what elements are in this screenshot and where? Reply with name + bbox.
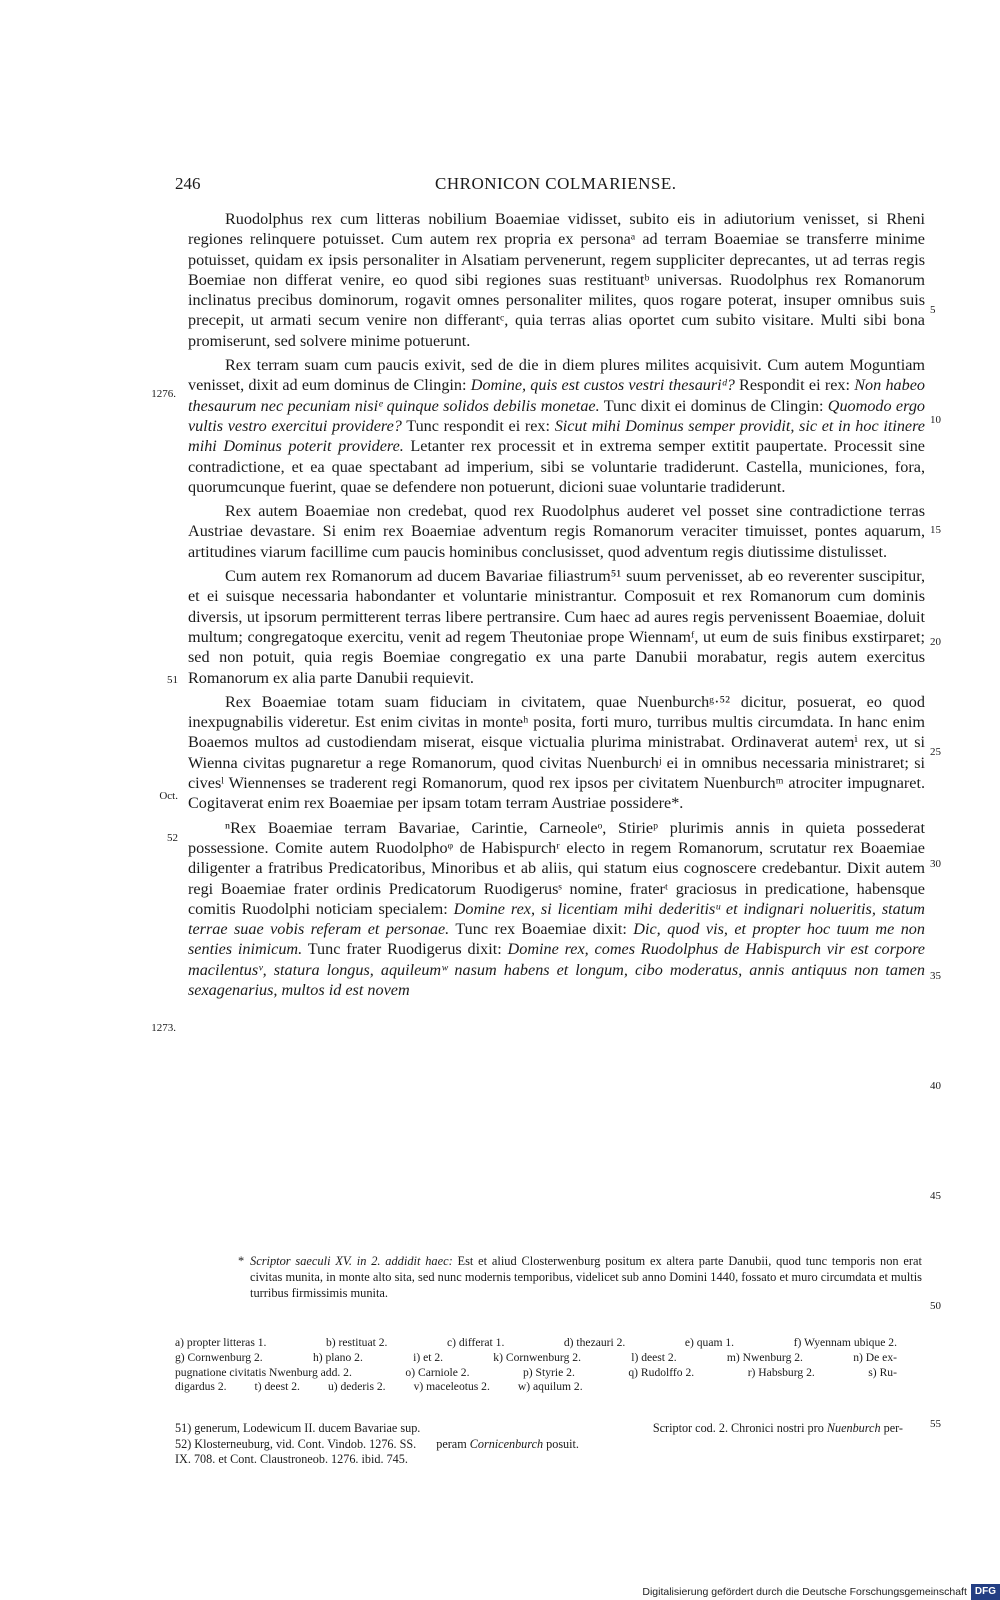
note-peram: peram Cornicenburch posuit. <box>436 1436 579 1451</box>
note-text: Est et aliud Closterwenburg positum ex altera parte Danubii, quod tunc temporis non erat civitas munita, in monte alto sita, sed nunc modernis temporibus, videlicet sub anno Domini 1440, fossato et muro circumdata et multis turribus firmissimis munita. <box>250 1254 922 1300</box>
quote: Dic, quod vis, et propter hoc tuum me non senties inimicum. <box>188 920 925 959</box>
margin-ref-52: 52 <box>167 832 178 844</box>
line-number: 15 <box>930 524 941 536</box>
note-51: 51) generum, Lodewicum II. ducem Bavariae sup. <box>175 1421 421 1435</box>
line-number: 50 <box>930 1300 941 1312</box>
variant-row: digardus 2. t) deest 2. u) dederis 2. v) maceleotus 2. w) aquilum 2. <box>175 1380 583 1394</box>
variant-row: pugnatione civitatis Nwenburg add. 2. o) Carniole 2. p) Styrie 2. q) Rudolffo 2. r) Habsburg 2. s) Ru- <box>175 1365 897 1379</box>
quote: Domine, quis est custos vestri thesauriᵈ? <box>470 376 735 395</box>
quote: Domine rex, si licentiam mihi dederitisᵘ et indignari nolueritis, statum terrae suae vobis referam et personae. <box>188 899 925 939</box>
footer-attribution <box>642 1584 1000 1600</box>
running-title: CHRONICON COLMARIENSE. <box>435 174 677 193</box>
paragraph-3: Rex autem Boaemiae non credebat, quod rex Ruodolphus auderet vel posset sine contradictione terras Austriae devastare. Si enim rex Boaemiae adventum regis Romanorum veraciter timuisset, pontes aquarum, artitudines viarum facillime cum paucis hominibus conclusisset, quod adventum regis diutissime distulisset. <box>188 502 925 561</box>
margin-oct: Oct. <box>159 790 178 802</box>
note-52-cont: IX. 708. et Cont. Claustroneob. 1276. ibid. 745. <box>175 1452 408 1466</box>
note-scriptor: Scriptor cod. 2. Chronici nostri pro Nuenburch per- <box>652 1421 903 1435</box>
line-number: 35 <box>930 970 941 982</box>
line-number: 55 <box>930 1418 941 1430</box>
page-number: 246 <box>175 174 201 193</box>
margin-year-1276: 1276. <box>151 388 176 400</box>
additional-note <box>238 1253 922 1301</box>
quote: Sicut mihi Dominus semper providit, sic et in hoc itinere mihi Dominus poterit providere. <box>188 416 925 456</box>
note-row <box>175 1437 903 1453</box>
quote: Non habeo thesaurum nec pecuniam nisiᵉ quinque solidos debilis monetae. <box>188 376 926 415</box>
line-number: 20 <box>930 636 941 648</box>
paragraph-1: Ruodolphus rex cum litteras nobilium Boaemiae vidisset, subito eis in adiutorium venisset, si Rheni regiones relinquere potuisset. Cum autem rex propria ex personaᵃ ad terram Boaemiae se transferre minime potuisset, quidam ex ipsis personaliter in Alsatiam pervenerunt, regem suppliciter deprecantes, ut ad terras regis Boemiae non differat venire, eo quod sibi regiones suas restituantᵇ universas. Ruodolphus rex Romanorum inclinatus precibus dominorum, rogavit omnes personaliter milites, quos rogare poterat, insuper omnibus suis precepit, ut armati secum venire non differantᶜ, quia terras alias oportet cum subito visitare. Multi sibi bona promiserunt, sed solvere minime potuerunt. <box>188 210 925 350</box>
margin-ref-51: 51 <box>167 674 178 686</box>
line-number: 25 <box>930 746 941 758</box>
main-text <box>188 209 925 1004</box>
dfg-logo: DFG <box>971 1584 1000 1600</box>
paragraph-4: Cum autem rex Romanorum ad ducem Bavariae filiastrum⁵¹ suum pervenisset, ab eo reverenter suscipitur, et ei suisque necessaria habondanter et voluntarie ministrantur. Composuit et rex Romanorum cum dominis diversis, ut ipsorum permitterent terras libere pertransire. Cum haec ad aures regis pervenissent Boaemiae, doluit multum; congregatoque exercitu, venit ad regem Theutoniae prope Wiennamᶠ, ut eum de suis finibus exstirparet; sed non potuit, quia regis Boemiae congregatio ex una parte Danubii morabatur, regis autem exercitus Romanorum ex alia parte Danubii requievit. <box>188 567 925 687</box>
historical-notes <box>175 1421 903 1468</box>
variant-row: g) Cornwenburg 2. h) plano 2. i) et 2. k) Cornwenburg 2. l) deest 2. m) Nwenburg 2. n) De ex- <box>175 1350 897 1364</box>
margin-year-1273: 1273. <box>151 1022 176 1034</box>
line-number: 40 <box>930 1080 941 1092</box>
line-number: 10 <box>930 414 941 426</box>
variant-row: a) propter litteras 1. b) restituat 2. c) differat 1. d) thezauri 2. e) quam 1. f) Wyennam ubique 2. <box>175 1336 897 1349</box>
note-52: 52) Klosterneuburg, vid. Cont. Vindob. 1276. SS. <box>175 1436 417 1451</box>
line-number: 5 <box>930 304 936 316</box>
paragraph-6: ⁿRex Boaemiae terram Bavariae, Carintie, Carneoleᵒ, Stirieᵖ plurimis annis in quieta possederat possessione. Comite autem Ruodolphoᵠ de Habispurchʳ electo in regem Romanorum, scrutatur rex Boaemiae diligenter a fratribus Predicatoribus, Minoribus et ab aliis, qui statum eius cognoscere credebantur. Dixit autem regi Boaemiae frater ordinis Predicatorum Ruodigerusˢ nomine, fraterᵗ graciosus in predicatione, habensque comitis Ruodolphi noticiam specialem: Domine rex, si licentiam mihi dederitisᵘ et indignari nolueritis, statum terrae suae vobis referam et personae. Tunc rex Boaemiae dixit: Dic, quod vis, et propter hoc tuum me non senties inimicum. Tunc frater Ruodigerus dixit: Domine rex, comes Ruodolphus de Habispurch vir est corpore macilentusᵛ, statura longus, aquileumʷ nasum habens et longum, cibo moderatus, annis antiquus non tamen sexagenarius, multos id est novem <box>188 818 925 999</box>
line-number: 45 <box>930 1190 941 1202</box>
footer-text: Digitalisierung gefördert durch die Deutsche Forschungsgemeinschaft <box>642 1586 967 1598</box>
line-number: 30 <box>930 858 941 870</box>
quote: Quomodo ergo vultis vestro exercitui providere? <box>188 396 926 435</box>
variant-apparatus <box>175 1336 897 1395</box>
note-label: Scriptor saeculi XV. in 2. addidit haec: <box>250 1254 453 1268</box>
paragraph-2: Rex terram suam cum paucis exivit, sed de die in diem plures milites acquisivit. Cum autem Moguntiam venisset, dixit ad eum dominus de Clingin: Domine, quis est custos vestri thesauriᵈ? Respondit ei rex: Non habeo thesaurum nec pecuniam nisiᵉ quinque solidos debilis monetae. Tunc dixit ei dominus de Clingin: Quomodo ergo vultis vestro exercitui providere? Tunc respondit ei rex: Sicut mihi Dominus semper providit, sic et in hoc itinere mihi Dominus poterit providere. Letanter rex processit et in extrema semper extitit paupertate. Processit sine contradictione, et ea quae spectabant ad imperium, sibi se voluntarie tradiderunt. Castella, municiones, fora, quorumcunque fuerint, quae se defendere non potuerunt, dicioni suae voluntarie tradiderunt. <box>188 356 926 496</box>
note-row <box>175 1421 903 1437</box>
paragraph-5: Rex Boaemiae totam suam fiduciam in civitatem, quae Nuenburchᵍ·⁵² dicitur, posuerat, eo quod inexpugnabilis videretur. Est enim civitas in monteʰ posita, forti muro, turribus multis circumdata. In hanc enim Boaemos multos ad custodiendam miserat, eisque victualia plurima ministrabat. Ordinaverat autemⁱ rex, ut si Wienna civitas pugnaretur a rege Romanorum, quod civitas Nuenburchʲ ei in omnibus necessaria ministraret; si civesˡ Wiennenses se traderent regi Romanorum, quod rex ipsos per civitatem Nuenburchᵐ atrociter impugnaret. Cogitaverat enim rex Boaemiae per ipsam totam terram Austriae possidere*. <box>188 692 925 813</box>
quote: Domine rex, comes Ruodolphus de Habispurch vir est corpore macilentusᵛ, statura longus, aquileumʷ nasum habens et longum, cibo moderatus, annis antiquus non tamen sexagenarius, multos id est novem <box>188 940 925 999</box>
note-marker: * <box>238 1254 245 1268</box>
